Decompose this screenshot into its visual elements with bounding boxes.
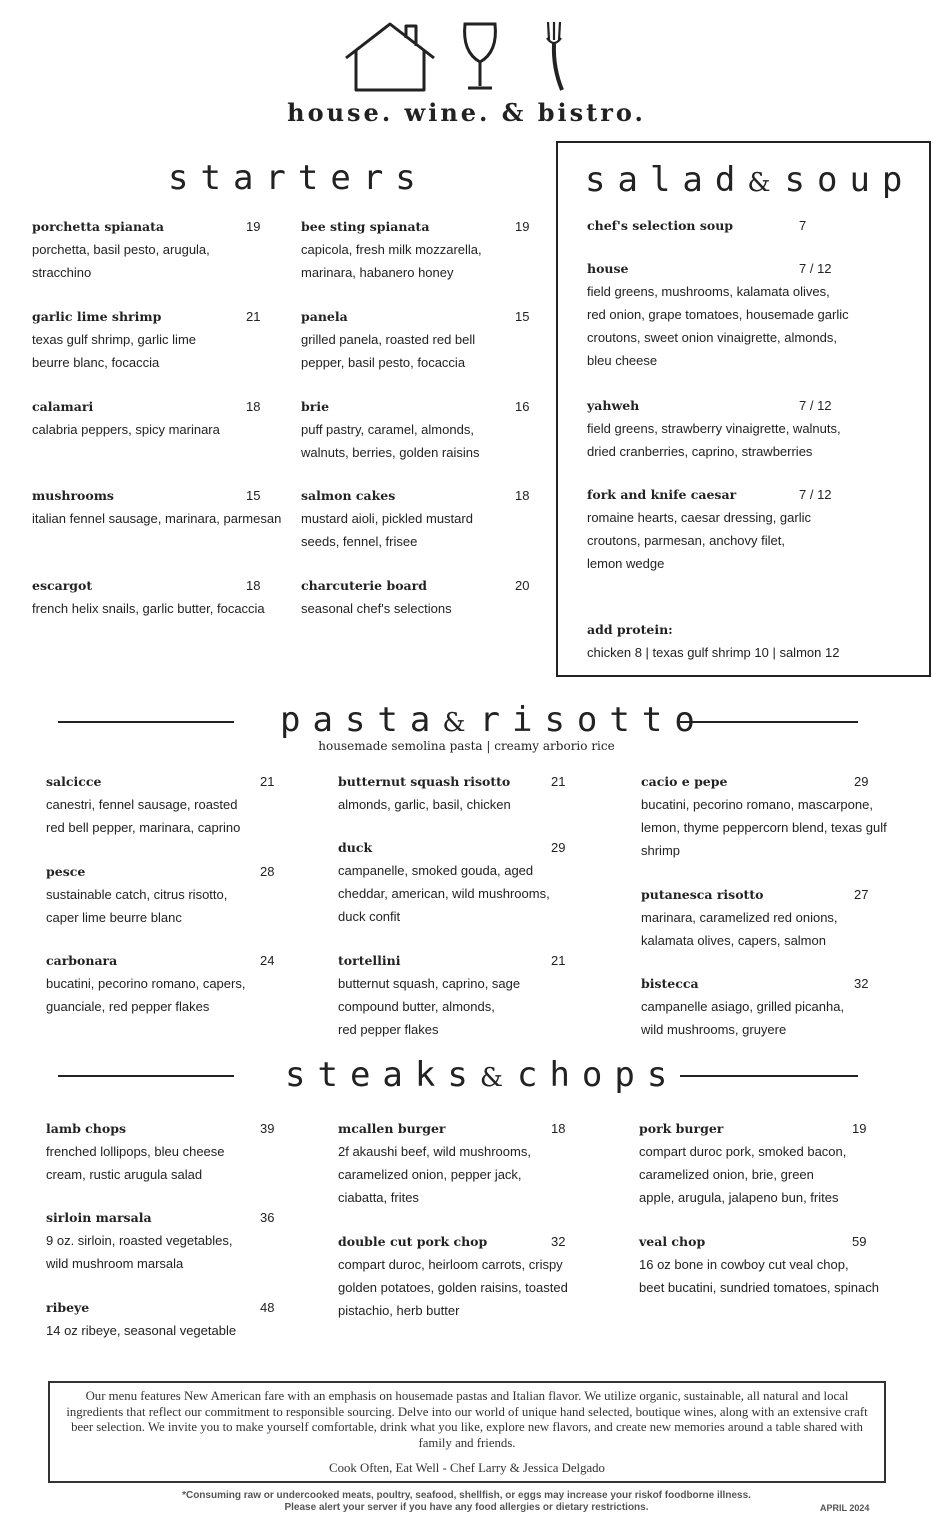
notice-line-1: *Consuming raw or undercooked meats, poultry, seafood, shellfish, or eggs may increase your riskof foodborne illness. — [182, 1490, 751, 1501]
menu-item — [338, 836, 598, 928]
menu-item — [301, 305, 551, 374]
item-name: pesce — [46, 864, 86, 879]
item-price: 18 — [246, 578, 261, 593]
item-name: double cut pork chop — [338, 1234, 488, 1249]
menu-item — [587, 394, 917, 463]
item-price: 18 — [551, 1121, 566, 1136]
item-desc: bucatini, pecorino romano, mascarpone, lemon, thyme peppercorn blend, texas gulf shrimp — [641, 797, 887, 858]
menu-item — [32, 215, 292, 284]
ampersand-icon: & — [747, 168, 771, 198]
menu-item — [641, 883, 926, 952]
item-desc: mustard aioli, pickled mustard seeds, fennel, frisee — [301, 511, 473, 549]
item-price: 19 — [852, 1121, 867, 1136]
item-name: cacio e pepe — [641, 774, 728, 789]
menu-item — [338, 770, 598, 816]
item-name: veal chop — [639, 1234, 706, 1249]
allergy-notice — [0, 1490, 933, 1514]
item-desc: campanelle asiago, grilled picanha, wild mushrooms, gruyere — [641, 999, 845, 1037]
item-price: 29 — [551, 840, 566, 855]
item-name: charcuterie board — [301, 578, 427, 593]
item-price: 24 — [260, 953, 275, 968]
notice-line-2: Please alert your server if you have any food allergies or dietary restrictions. — [284, 1502, 649, 1513]
house-icon — [346, 24, 434, 90]
item-desc: canestri, fennel sausage, roasted red bell pepper, marinara, caprino — [46, 797, 241, 835]
item-price: 21 — [551, 774, 566, 789]
item-price: 15 — [515, 309, 530, 324]
item-price: 29 — [854, 774, 869, 789]
item-price: 18 — [515, 488, 530, 503]
fork-icon — [547, 22, 562, 90]
menu-item — [46, 1206, 306, 1275]
item-price: 19 — [246, 219, 261, 234]
footer-signature: Cook Often, Eat Well - Chef Larry & Jessica Delgado — [329, 1461, 605, 1475]
menu-item — [338, 949, 598, 1041]
menu-date: APRIL 2024 — [820, 1503, 870, 1513]
item-desc: capicola, fresh milk mozzarella, marinara, habanero honey — [301, 242, 482, 280]
menu-item — [32, 574, 292, 620]
chops-word: chops — [516, 1055, 680, 1095]
item-price: 16 — [515, 399, 530, 414]
item-desc: almonds, garlic, basil, chicken — [338, 797, 511, 812]
item-name: sirloin marsala — [46, 1210, 152, 1225]
item-name: yahweh — [587, 398, 640, 413]
menu-item — [46, 949, 306, 1018]
menu-item — [639, 1230, 924, 1299]
steaks-rule-left — [58, 1075, 234, 1077]
item-name: lamb chops — [46, 1121, 126, 1136]
item-price: 21 — [246, 309, 261, 324]
item-desc: seasonal chef's selections — [301, 601, 452, 616]
item-name: salcicce — [46, 774, 102, 789]
menu-item — [301, 215, 551, 284]
menu-item — [641, 770, 926, 862]
add-protein-desc: chicken 8 | texas gulf shrimp 10 | salmon 12 — [587, 645, 840, 660]
item-name: panela — [301, 309, 348, 324]
item-price: 27 — [854, 887, 869, 902]
pasta-subtitle: housemade semolina pasta | creamy arborio rice — [318, 739, 615, 753]
menu-item — [338, 1230, 598, 1322]
item-name: pork burger — [639, 1121, 724, 1136]
menu-item — [301, 574, 551, 620]
item-name: brie — [301, 399, 330, 414]
item-name: chef's selection soup — [587, 218, 734, 233]
starters-title: starters — [168, 158, 428, 198]
item-desc: 2f akaushi beef, wild mushrooms, caramelized onion, pepper jack, ciabatta, frites — [338, 1144, 531, 1205]
item-desc: compart duroc pork, smoked bacon, caramelized onion, brie, green apple, arugula, jalapeno bun, frites — [639, 1144, 847, 1205]
item-price: 7 — [799, 218, 807, 233]
item-price: 7 / 12 — [799, 261, 832, 276]
item-desc: french helix snails, garlic butter, focaccia — [32, 601, 265, 616]
item-price: 28 — [260, 864, 275, 879]
salad-word: salad — [585, 160, 748, 200]
item-name: house — [587, 261, 629, 276]
item-price: 21 — [260, 774, 275, 789]
item-name: ribeye — [46, 1300, 90, 1315]
pasta-word: pasta — [280, 700, 443, 740]
pasta-rule-left — [58, 721, 234, 723]
menu-item — [32, 305, 292, 374]
menu-item — [587, 483, 917, 575]
menu-item — [46, 770, 306, 839]
item-desc: calabria peppers, spicy marinara — [32, 422, 220, 437]
item-price: 19 — [515, 219, 530, 234]
item-price: 7 / 12 — [799, 487, 832, 502]
item-price: 20 — [515, 578, 530, 593]
menu-item — [641, 972, 926, 1041]
menu-item — [32, 484, 292, 530]
item-name: tortellini — [338, 953, 401, 968]
item-price: 59 — [852, 1234, 867, 1249]
item-desc: romaine hearts, caesar dressing, garlic croutons, parmesan, anchovy filet, lemon wedge — [587, 510, 811, 571]
item-price: 39 — [260, 1121, 275, 1136]
item-name: bistecca — [641, 976, 699, 991]
menu-item — [46, 860, 306, 929]
item-name: porchetta spianata — [32, 219, 165, 234]
ampersand-icon: & — [442, 708, 466, 738]
steaks-word: steaks — [285, 1055, 480, 1095]
item-name: butternut squash risotto — [338, 774, 511, 789]
item-desc: frenched lollipops, bleu cheese cream, rustic arugula salad — [46, 1144, 225, 1182]
item-name: putanesca risotto — [641, 887, 764, 902]
item-desc: texas gulf shrimp, garlic lime beurre blanc, focaccia — [32, 332, 196, 370]
item-desc: 14 oz ribeye, seasonal vegetable — [46, 1323, 237, 1338]
item-name: carbonara — [46, 953, 118, 968]
brand-name: house. wine. & bistro. — [287, 98, 646, 127]
wine-glass-icon — [465, 24, 496, 88]
item-name: salmon cakes — [301, 488, 396, 503]
soup-word: soup — [784, 160, 915, 200]
menu-item — [587, 214, 917, 237]
item-name: mcallen burger — [338, 1121, 446, 1136]
steaks-chops-title — [285, 1055, 679, 1095]
menu-item — [32, 395, 292, 441]
item-price: 48 — [260, 1300, 275, 1315]
item-desc: porchetta, basil pesto, arugula, stracchino — [32, 242, 210, 280]
item-price: 36 — [260, 1210, 275, 1225]
item-name: garlic lime shrimp — [32, 309, 162, 324]
item-desc: marinara, caramelized red onions, kalamata olives, capers, salmon — [641, 910, 838, 948]
menu-item — [301, 395, 551, 464]
item-price: 15 — [246, 488, 261, 503]
item-price: 18 — [246, 399, 261, 414]
item-desc: bucatini, pecorino romano, capers, guanciale, red pepper flakes — [46, 976, 246, 1014]
menu-item — [46, 1296, 306, 1342]
item-desc: grilled panela, roasted red bell pepper, basil pesto, focaccia — [301, 332, 476, 370]
item-desc: 16 oz bone in cowboy cut veal chop, beet bucatini, sundried tomatoes, spinach — [639, 1257, 879, 1295]
logo-icons — [340, 18, 580, 98]
add-protein-label: add protein: — [587, 622, 673, 637]
menu-item — [301, 484, 551, 553]
item-desc: butternut squash, caprino, sage compound butter, almonds, red pepper flakes — [338, 976, 521, 1037]
footer-text: Our menu features New American fare with an emphasis on housemade pastas and Italian flavor. We utilize organic, sustainable, all natural and local ingredients that reflect our commitment to responsible sourcing. Delve into our world of unique hand selected, boutique wines, along with an extensive craft beer selection. We invite you to make yourself comfortable, drink what you like, explore new flavors, and create new memories around a table shared with family and friends. — [66, 1389, 868, 1450]
item-desc: italian fennel sausage, marinara, parmesan — [32, 511, 282, 526]
item-name: duck — [338, 840, 373, 855]
ampersand-icon: & — [479, 1063, 503, 1093]
item-price: 7 / 12 — [799, 398, 832, 413]
item-price: 32 — [854, 976, 869, 991]
menu-item — [639, 1117, 924, 1209]
steaks-rule-right — [680, 1075, 858, 1077]
item-name: mushrooms — [32, 488, 114, 503]
item-desc: compart duroc, heirloom carrots, crispy golden potatoes, golden raisins, toasted pistachio, herb butter — [338, 1257, 568, 1318]
item-name: bee sting spianata — [301, 219, 430, 234]
add-protein — [587, 618, 927, 664]
item-desc: puff pastry, caramel, almonds, walnuts, berries, golden raisins — [301, 422, 480, 460]
salad-soup-title — [585, 160, 914, 200]
item-desc: campanelle, smoked gouda, aged cheddar, american, wild mushrooms, duck confit — [338, 863, 550, 924]
item-name: calamari — [32, 399, 94, 414]
item-desc: field greens, mushrooms, kalamata olives, red onion, grape tomatoes, housemade garlic croutons, sweet onion vinaigrette, almonds, bleu cheese — [587, 284, 849, 368]
item-price: 32 — [551, 1234, 566, 1249]
item-name: escargot — [32, 578, 93, 593]
item-name: fork and knife caesar — [587, 487, 737, 502]
item-desc: sustainable catch, citrus risotto, caper lime beurre blanc — [46, 887, 228, 925]
risotto-word: risotto — [479, 700, 707, 740]
item-desc: 9 oz. sirloin, roasted vegetables, wild mushroom marsala — [46, 1233, 233, 1271]
menu-item — [587, 257, 917, 372]
footer-box — [48, 1381, 886, 1483]
menu-item — [338, 1117, 598, 1209]
menu-item — [46, 1117, 306, 1186]
pasta-risotto-title — [280, 700, 707, 740]
item-price: 21 — [551, 953, 566, 968]
item-desc: field greens, strawberry vinaigrette, walnuts, dried cranberries, caprino, strawberries — [587, 421, 841, 459]
